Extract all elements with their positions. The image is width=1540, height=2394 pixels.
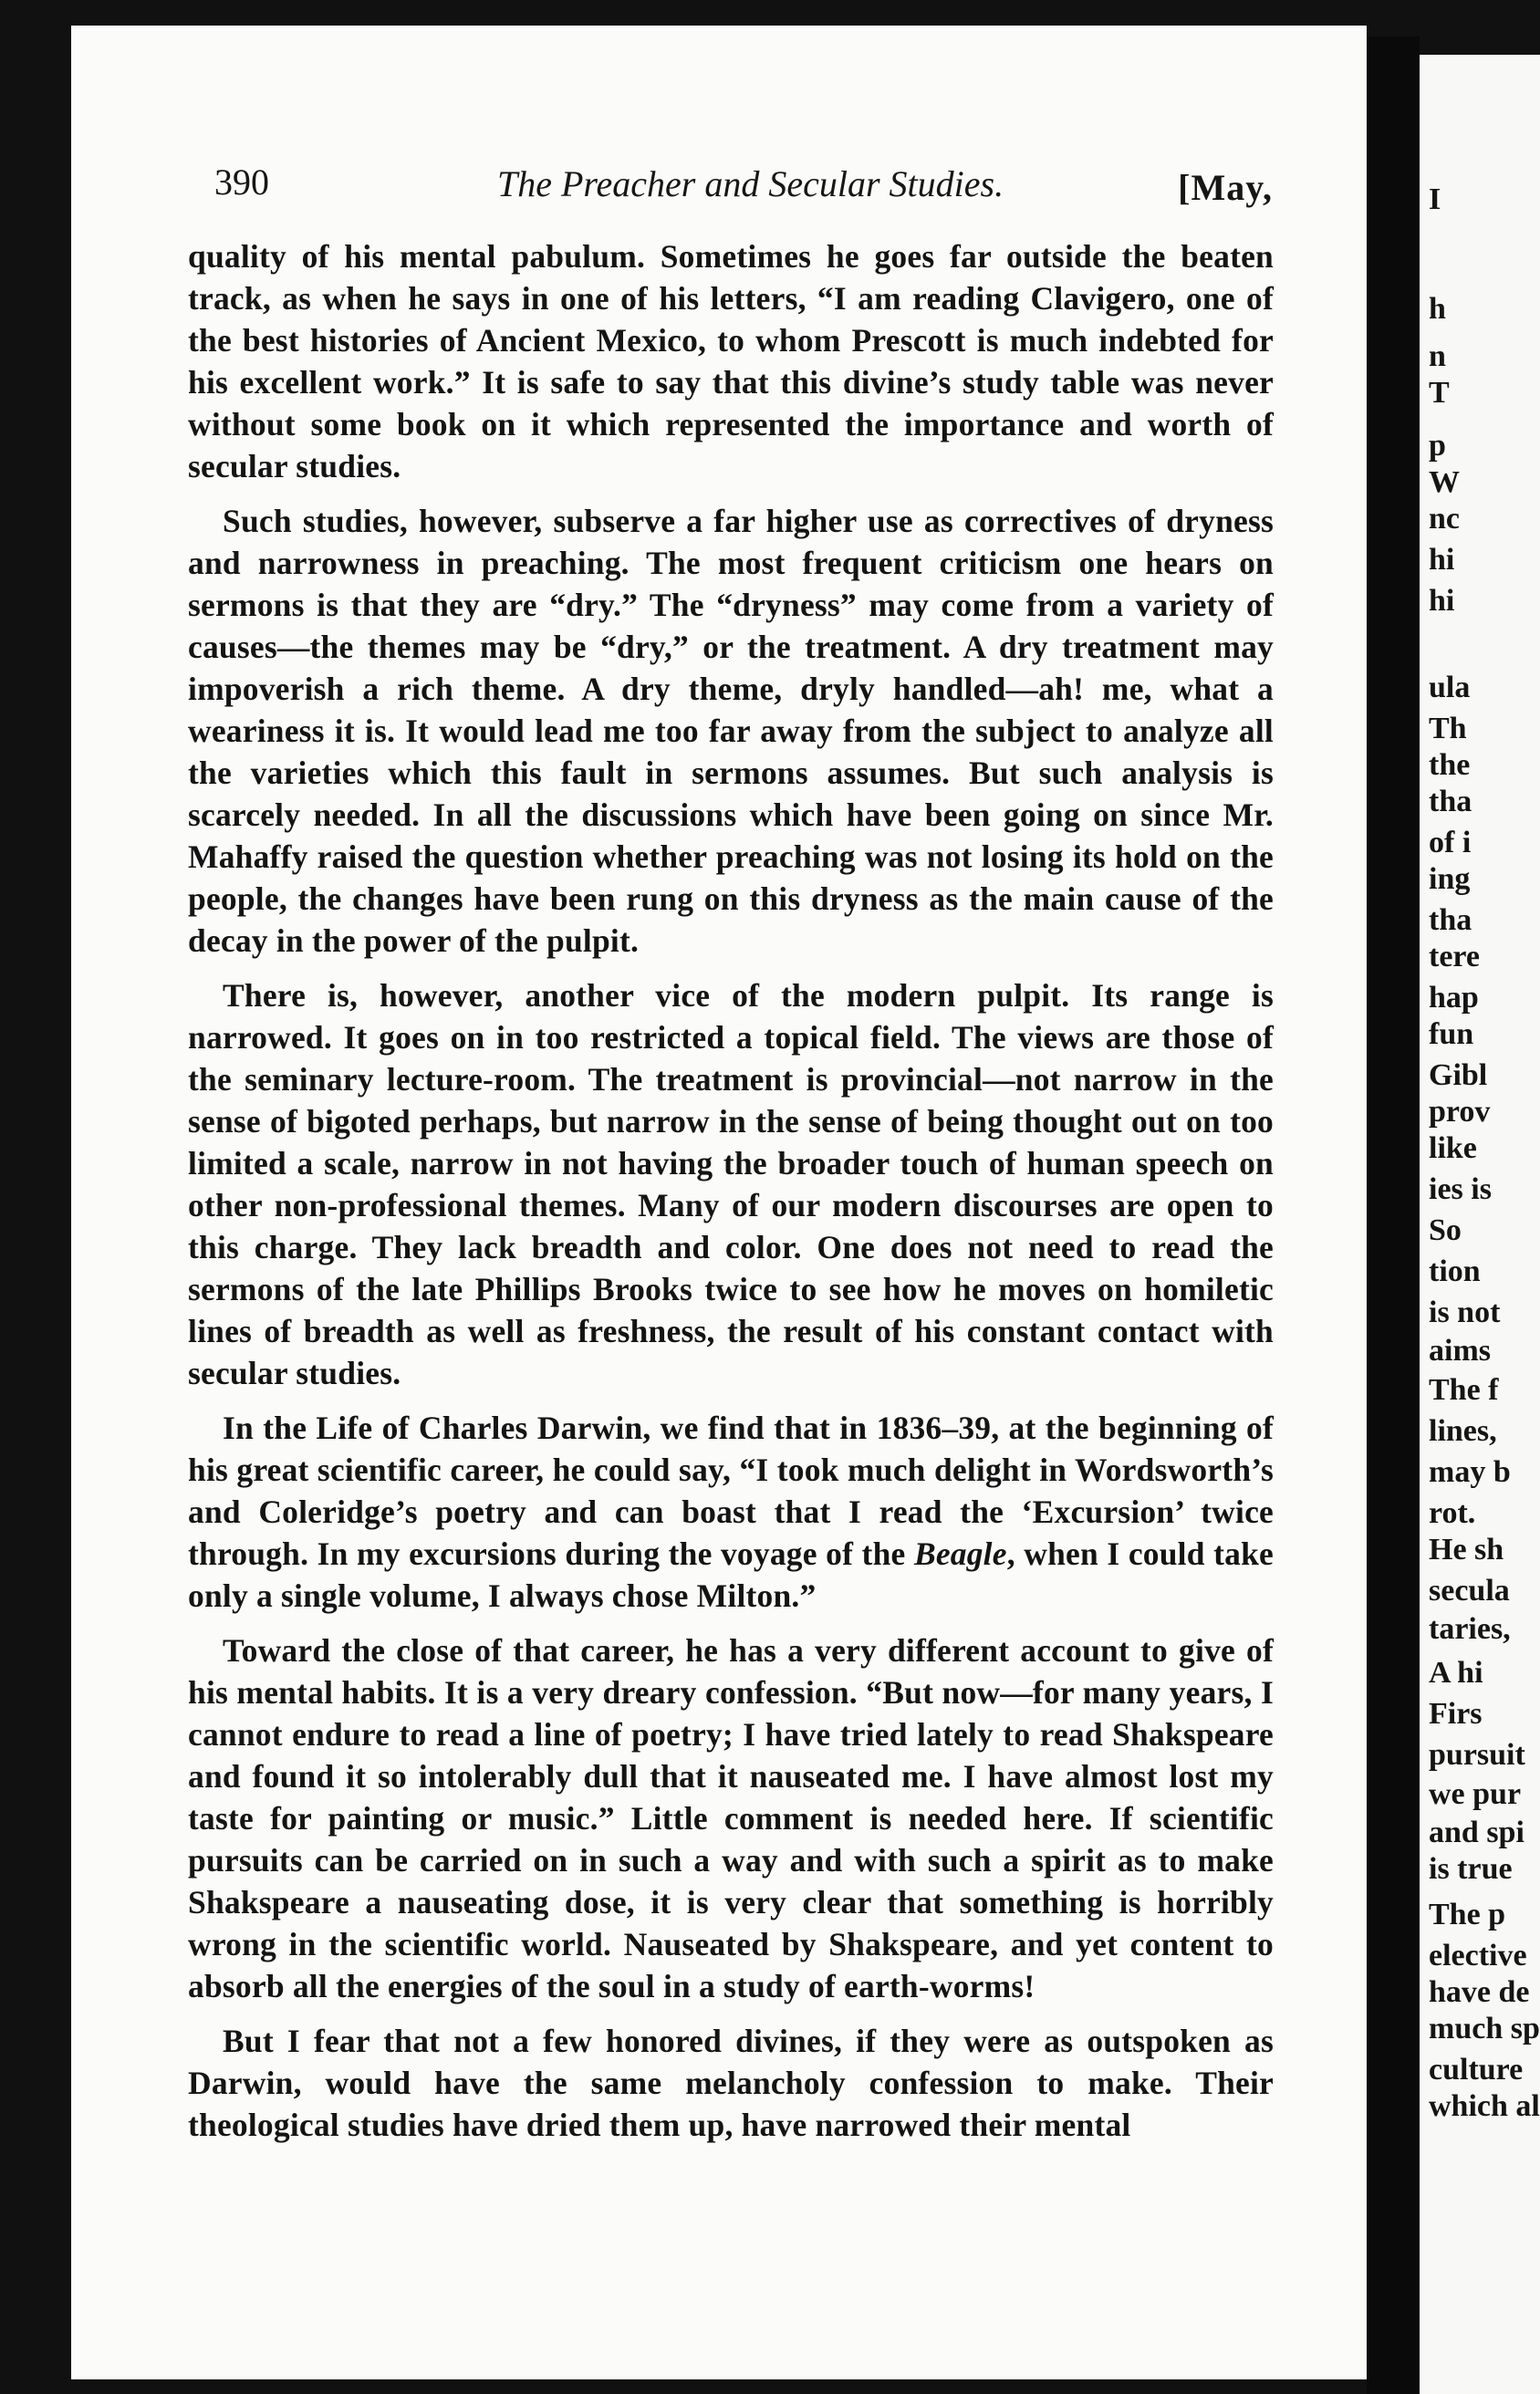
right-page-fragment: have de <box>1429 1975 1530 2009</box>
paragraph: quality of his mental pabulum. Sometimes he goes far outside the beaten track, as when he says in one of his letters, “I am reading Clavigero, one of the best histories of Ancient Mexico, to whom Prescott is much indebted for his excellent work.” It is safe to say that this divine’s study table was never without some book on it which represented the importance and worth of secular studies. <box>188 238 1274 484</box>
right-page-fragment: which al <box>1429 2089 1540 2123</box>
ship-name: Beagle <box>913 1535 1007 1572</box>
running-title: The Preacher and Secular Studies. <box>497 163 1004 204</box>
right-page-fragment: may b <box>1429 1455 1511 1489</box>
page-number: 390 <box>214 161 269 203</box>
right-page-fragment: hi <box>1429 584 1455 618</box>
right-page-fragment: secula <box>1429 1574 1510 1608</box>
right-page-fragment: is true <box>1429 1852 1513 1886</box>
right-page-fragment: ies is <box>1429 1172 1492 1206</box>
right-page-fragment: hi <box>1429 543 1455 577</box>
right-page-fragment: The p <box>1429 1898 1506 1931</box>
right-page-fragment: is not <box>1429 1296 1501 1329</box>
right-page-fragment: lines, <box>1429 1414 1497 1448</box>
right-page-fragment: nc <box>1429 502 1460 536</box>
right-page-fragment: culture <box>1429 2053 1524 2087</box>
paragraph-text: In the Life of Charles Darwin, we find that in 1836–39, at the beginning of his great scientific career, he could say, “I took much delight in Wordsworth’s and Coleridge’s poetry and can boast that I read the ‘Excursion’ twice through. In my excursions during the voyage of the <box>188 1410 1274 1572</box>
paragraph: Such studies, however, subserve a far higher use as correctives of dryness and narrowness in preaching. The most frequent criticism one hears on sermons is that they are “dry.” The “dryness” may come from a variety of causes—the themes may be “dry,” or the treatment. A dry treatment may impoverish a rich theme. A dry theme, dryly handled—ah! me, what a weariness it is. It would lead me too far away from the subject to analyze all the varieties which this fault in sermons assumes. But such analysis is scarcely needed. In all the discussions which have been going on since Mr. Mahaffy raised the question whether preaching was not losing its hold on the people, the changes have been rung on this dryness as the main cause of the decay in the power of the pulpit. <box>188 503 1274 959</box>
right-page-fragment: The f <box>1429 1373 1499 1407</box>
right-page-fragment: hap <box>1429 981 1479 1015</box>
right-page-fragment: pursuit <box>1429 1738 1525 1772</box>
right-page-fragment: He sh <box>1429 1533 1504 1567</box>
right-page-fragment: T <box>1429 376 1450 410</box>
right-page-fragment: h <box>1429 292 1446 326</box>
right-page-fragment: Th <box>1429 712 1467 745</box>
right-page-fragment: p <box>1429 429 1446 463</box>
right-page-fragment: tion <box>1429 1254 1481 1288</box>
right-page-fragment: taries, <box>1429 1612 1511 1646</box>
paragraph-text: , when I could take only a single volume, I always chose Milton.” <box>188 1535 1274 1614</box>
right-page-fragment: Gibl <box>1429 1058 1488 1092</box>
right-page-fragment: we pur <box>1429 1777 1522 1811</box>
paragraph: Toward the close of that career, he has a very different account to give of his mental habits. It is a very dreary confession. “But now—for many years, I cannot endure to read a line of poetry; I have tried lately to read Shakspeare and found it so intolerably dull that it nauseated me. I have almost lost my taste for painting or music.” Little comment is needed here. If scientific pursuits can be carried on in such a way and with such a spirit as to make Shakspeare a nauseating dose, it is very clear that something is horribly wrong in the scientific world. Nauseated by Shakspeare, and yet content to absorb all the energies of the soul in a study of earth-worms! <box>188 1632 1274 2004</box>
right-page-fragment: tha <box>1429 785 1472 818</box>
right-page-edge <box>1420 55 1540 2394</box>
body-text <box>188 235 1274 2159</box>
running-section: [May, <box>1178 167 1273 208</box>
right-page-fragment: and spi <box>1429 1816 1524 1849</box>
right-page-fragment: aims <box>1429 1334 1491 1368</box>
right-page-fragment: much sp <box>1429 2012 1540 2045</box>
right-page-fragment: fun <box>1429 1017 1474 1051</box>
right-page-fragment: elective <box>1429 1939 1527 1972</box>
paragraph: But I fear that not a few honored divines, if they were as outspoken as Darwin, would have the same melancholy confession to make. Their theological studies have dried them up, have narrowed their mental <box>188 2023 1274 2143</box>
book-spine-gap <box>1367 36 1420 2394</box>
right-page-fragment: ula <box>1429 671 1471 704</box>
right-page-fragment: I <box>1429 182 1441 216</box>
right-page-fragment: W <box>1429 465 1460 499</box>
right-page-fragment: n <box>1429 339 1446 373</box>
right-page-fragment: So <box>1429 1213 1462 1247</box>
right-page-fragment: the <box>1429 748 1471 782</box>
right-page-fragment: tere <box>1429 940 1480 973</box>
paragraph <box>188 1407 1274 1617</box>
paragraph: There is, however, another vice of the modern pulpit. Its range is narrowed. It goes on in too restricted a topical field. The views are those of the seminary lecture-room. The treatment is provincial—not narrow in the sense of bigoted perhaps, but narrow in the sense of being thought out on too limited a scale, narrow in not having the broader touch of human speech on other non-professional themes. Many of our modern discourses are open to this charge. They lack breadth and color. One does not need to read the sermons of the late Phillips Brooks twice to see how he moves on homiletic lines of breadth as well as freshness, the result of his constant contact with secular studies. <box>188 977 1274 1391</box>
right-page-fragment: A hi <box>1429 1656 1483 1690</box>
page-header <box>214 161 1282 224</box>
right-page-fragment: tha <box>1429 903 1472 937</box>
right-page-fragment: rot. <box>1429 1496 1476 1530</box>
right-page-fragment: ing <box>1429 862 1471 896</box>
right-page-fragment: Firs <box>1429 1697 1483 1731</box>
right-page-fragment: prov <box>1429 1095 1491 1129</box>
right-page-fragment: of i <box>1429 826 1472 859</box>
right-page-fragment: like <box>1429 1131 1477 1165</box>
